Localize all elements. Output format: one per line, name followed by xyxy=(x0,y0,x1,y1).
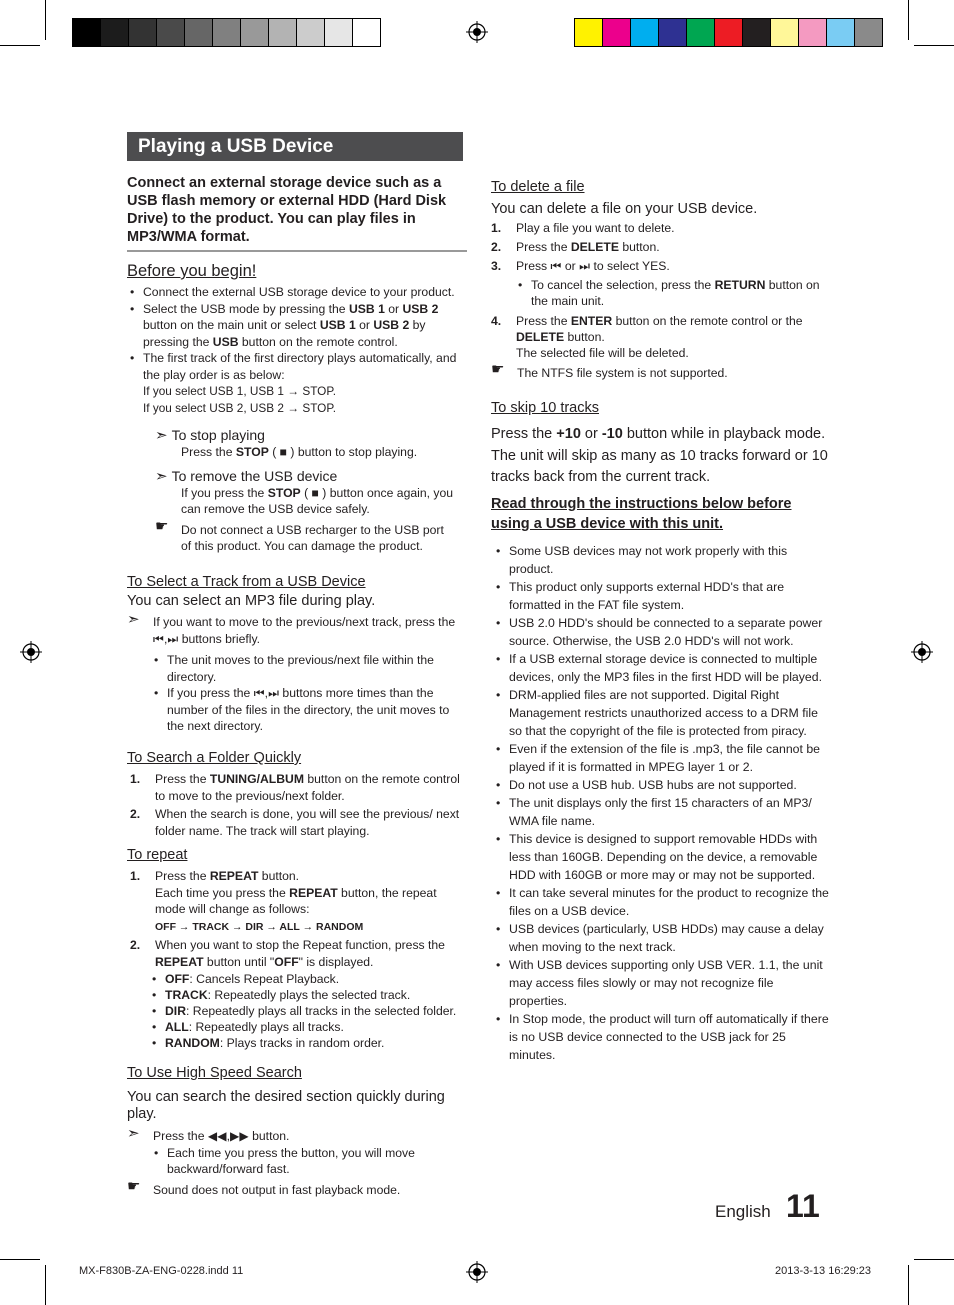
list-item: 1. Press the TUNING/ALBUM button on the remote control to move to the previous/next folder. xyxy=(130,772,460,803)
list-item: • If you press the ⏮,⏭ buttons more times than the number of the files in the directory, the unit moves to the next directory. xyxy=(151,685,467,735)
color-swatch xyxy=(687,19,715,46)
before-list xyxy=(127,284,467,383)
note-hand-icon: ☛ xyxy=(127,1177,141,1195)
list-item: 3. Press ⏮ or ⏭ to select YES. xyxy=(491,259,670,273)
page-language: English xyxy=(715,1202,771,1221)
delete-title: To delete a file xyxy=(491,179,585,195)
color-swatch xyxy=(659,19,687,46)
note-hand-icon: ☛ xyxy=(155,517,169,535)
color-swatch xyxy=(269,19,297,46)
list-item: • RANDOM: Plays tracks in random order. xyxy=(149,1035,467,1051)
list-item: • If a USB external storage device is connected to multiple devices, only the MP3 files in the first HDD will be played. xyxy=(493,650,829,686)
color-swatch xyxy=(603,19,631,46)
color-swatch xyxy=(101,19,129,46)
registration-mark-icon xyxy=(466,1261,488,1283)
list-item: • USB 2.0 HDD's should be connected to a separate power source. Otherwise, the USB 2.0 HDD's will not work. xyxy=(493,614,829,650)
list-item: • The first track of the first directory plays automatically, and the play order is as below: xyxy=(127,350,467,383)
skip-tracks xyxy=(491,400,831,534)
color-swatch xyxy=(129,19,157,46)
section-title: Playing a USB Device xyxy=(127,132,463,161)
process-color-bar xyxy=(574,18,883,47)
color-swatch xyxy=(325,19,353,46)
list-item: • DRM-applied files are not supported. Digital Right Management restricts unauthorized access to a DRM file so that the copyright of the file is protected from piracy. xyxy=(493,686,829,740)
footer-timestamp: 2013-3-13 16:29:23 xyxy=(775,1265,872,1277)
arrow-note-icon: ➣ xyxy=(127,1125,140,1142)
list-item: • The unit moves to the previous/next file within the directory. xyxy=(151,652,467,685)
read-title: Read through the instructions below before using a USB device with this unit. xyxy=(491,495,792,532)
note-hand-icon: ☛ xyxy=(491,361,505,378)
before-you-begin xyxy=(127,262,467,416)
list-item: • Some USB devices may not work properly with this product. xyxy=(493,542,829,578)
list-item: • Even if the extension of the file is .mp3, the file cannot be played if it is formatted in MPEG layer 1 or 2. xyxy=(493,740,829,776)
grayscale-color-bar xyxy=(72,18,381,47)
color-swatch xyxy=(855,19,882,46)
color-swatch xyxy=(771,19,799,46)
list-item: • It can take several minutes for the product to recognize the files on a USB device. xyxy=(493,884,829,920)
list-item: 1. Play a file you want to delete. xyxy=(491,221,675,235)
list-item: • ALL: Repeatedly plays all tracks. xyxy=(149,1019,467,1035)
select-title: To Select a Track from a USB Device xyxy=(127,574,366,590)
skip-text: Press the +10 or -10 button while in playback mode. The unit will skip as many as 10 tracks forward or 10 tracks back from the current track. xyxy=(491,426,828,485)
list-item: • DIR: Repeatedly plays all tracks in the selected folder. xyxy=(149,1003,467,1019)
list-item: • Do not use a USB hub. USB hubs are not supported. xyxy=(493,776,829,794)
color-swatch xyxy=(157,19,185,46)
stop-playing: ➣ To stop playing Press the STOP ( ■ ) button to stop playing. ➣ To remove the USB device If you press the STOP ( ■ ) button once again, you can remove the USB device safely. ☛ Do not connect a USB recharger to the USB port of this product. You can damage the product. xyxy=(155,427,454,553)
select-subtitle: You can select an MP3 file during play. xyxy=(127,593,376,609)
before-title: Before you begin! xyxy=(127,262,257,280)
list-item: 2. When you want to stop the Repeat function, press the REPEAT button until "OFF" is displayed. xyxy=(130,938,445,969)
list-item: • This device is designed to support removable HDDs with less than 160GB. Depending on the device, a removable HDD with 160GB or more may or may not be supported. xyxy=(493,830,829,884)
list-item: • This product only supports external HDD's that are formatted in the FAT file system. xyxy=(493,578,829,614)
list-item: • OFF: Cancels Repeat Playback. xyxy=(149,971,467,987)
list-item: • The unit displays only the first 15 characters of an MP3/ WMA file name. xyxy=(493,794,829,830)
intro-text: Connect an external storage device such as a USB flash memory or external HDD (Hard Disk Drive) to the product. You can play files in MP3/WMA format. xyxy=(127,174,467,252)
list-item: 1. Press the REPEAT button. Each time you press the REPEAT button, the repeat mode will change as follows: OFF → TRACK → DIR → ALL → RANDOM xyxy=(130,869,437,933)
registration-mark-icon xyxy=(911,641,933,663)
color-swatch xyxy=(185,19,213,46)
search-folder xyxy=(127,750,467,839)
select-track: To Select a Track from a USB Device You can select an MP3 file during play. ➣ If you want to move to the previous/next track, press the ⏮,⏭ buttons briefly. • The unit moves to the previous/next file within the directory. • If you press the ⏮,⏭ buttons more times than the number of the files in the directory, the unit moves to the next directory. xyxy=(127,574,467,735)
usb-bullet-list xyxy=(493,542,829,1064)
list-item: • In Stop mode, the product will turn off automatically if there is no USB device connected to the USB jack for 25 minutes. xyxy=(493,1010,829,1064)
color-swatch xyxy=(827,19,855,46)
arrow-note-icon: ➣ xyxy=(155,467,168,485)
color-swatch xyxy=(297,19,325,46)
repeat-title: To repeat xyxy=(127,847,188,863)
arrow-note-icon: ➣ xyxy=(127,611,140,628)
list-item: • TRACK: Repeatedly plays the selected track. xyxy=(149,987,467,1003)
high-speed-search: To Use High Speed Search You can search the desired section quickly during play. ➣ Press the ◀◀,▶▶ button. • Each time you press the button, you will move backward/forward fast. ☛ Sound does not output in fast playback mode. xyxy=(127,1065,467,1198)
color-swatch xyxy=(631,19,659,46)
list-item: • Connect the external USB storage device to your product. xyxy=(127,284,467,301)
color-swatch xyxy=(575,19,603,46)
list-item: • Each time you press the button, you will move backward/forward fast. xyxy=(151,1145,467,1178)
list-item: • Select the USB mode by pressing the USB 1 or USB 2 button on the main unit or select USB 1 or USB 2 by pressing the USB button on the remote control. xyxy=(127,301,467,351)
registration-mark-icon xyxy=(466,21,488,43)
hs-subtitle: You can search the desired section quickly during play. xyxy=(127,1089,445,1122)
color-swatch xyxy=(799,19,827,46)
color-swatch xyxy=(213,19,241,46)
skip-title: To skip 10 tracks xyxy=(491,400,599,416)
list-item: 4. Press the ENTER button on the remote control or the DELETE button. The selected file will be deleted. xyxy=(491,314,803,360)
list-item: • USB devices (particularly, USB HDDs) may cause a delay when moving to the next track. xyxy=(493,920,829,956)
color-swatch xyxy=(743,19,771,46)
list-item: • To cancel the selection, press the RETURN button on the main unit. xyxy=(515,277,829,309)
list-item: 2. Press the DELETE button. xyxy=(491,240,660,254)
list-item: 2. When the search is done, you will see the previous/ next folder name. The track will start playing. xyxy=(130,807,460,838)
list-item: • With USB devices supporting only USB VER. 1.1, the unit may access files slowly or may not recognize file properties. xyxy=(493,956,829,1010)
registration-mark-icon xyxy=(20,641,42,663)
delete-subtitle: You can delete a file on your USB device. xyxy=(491,201,758,217)
arrow-note-icon: ➣ xyxy=(155,427,168,444)
color-swatch xyxy=(73,19,101,46)
color-swatch xyxy=(715,19,743,46)
footer-file: MX-F830B-ZA-ENG-0228.indd 11 xyxy=(79,1265,244,1277)
color-swatch xyxy=(241,19,269,46)
page-number: 11 xyxy=(786,1188,820,1224)
repeat xyxy=(127,847,467,1051)
folder-title: To Search a Folder Quickly xyxy=(127,750,302,766)
color-swatch xyxy=(353,19,380,46)
play-order: If you select USB 1, USB 1 → STOP. If you select USB 2, USB 2 → STOP. xyxy=(143,384,336,415)
delete-file: To delete a file You can delete a file on your USB device. 1. Play a file you want to delete. 2. Press the DELETE button. 3. Press ⏮ or ⏭ to select YES. • To cancel the selection, press the RETURN button on the main unit. 4. Press the ENTER button on the remote control or the DELETE button. The selected file will be deleted. ☛ The NTFS file system is not supported. xyxy=(491,179,829,382)
hs-title: To Use High Speed Search xyxy=(127,1065,302,1081)
